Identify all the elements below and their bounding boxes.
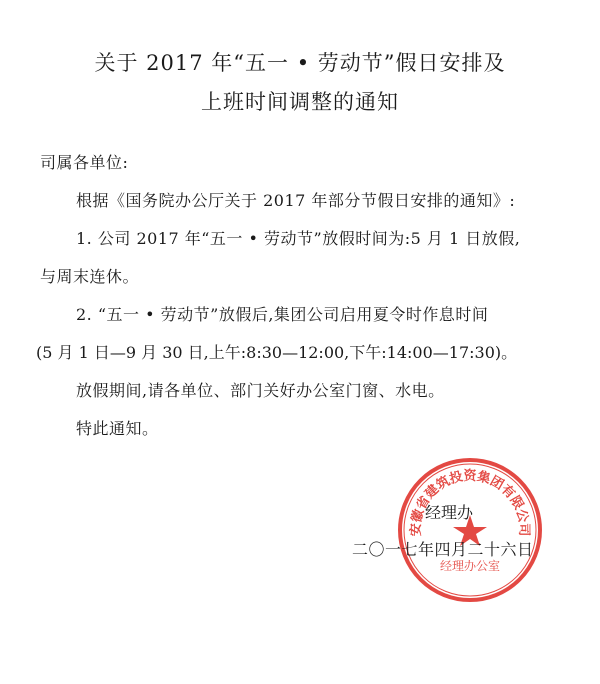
closing-line: 特此通知。 [76,419,159,438]
reminder-paragraph: 放假期间,请各单位、部门关好办公室门窗、水电。 [76,381,445,400]
item-1-line-2: 与周末连休。 [40,267,140,286]
item-2-line-2: (5 月 1 日—9 月 30 日,上午:8:30—12:00,下午:14:00—17:30)。 [36,343,518,362]
notice-title-line-1: 关于 2017 年“五一 • 劳动节”假日安排及 [94,51,506,75]
issue-date: 二〇一七年四月二十六日 [352,540,534,559]
svg-text:经理办公室: 经理办公室 [439,559,501,573]
item-1-line-1: 1. 公司 2017 年“五一 • 劳动节”放假时间为:5 月 1 日放假, [76,229,521,248]
notice-title-line-2: 上班时间调整的通知 [201,90,399,114]
svg-text:安徽省建筑投资集团有限公司: 安徽省建筑投资集团有限公司 [408,468,532,537]
basis-paragraph: 根据《国务院办公厅关于 2017 年部分节假日安排的通知》: [76,191,516,210]
official-seal-stamp [395,455,545,605]
salutation: 司属各单位: [40,153,129,172]
item-2-line-1: 2. “五一 • 劳动节”放假后,集团公司启用夏令时作息时间 [76,305,489,324]
issuer-department: 经理办 [425,503,474,522]
